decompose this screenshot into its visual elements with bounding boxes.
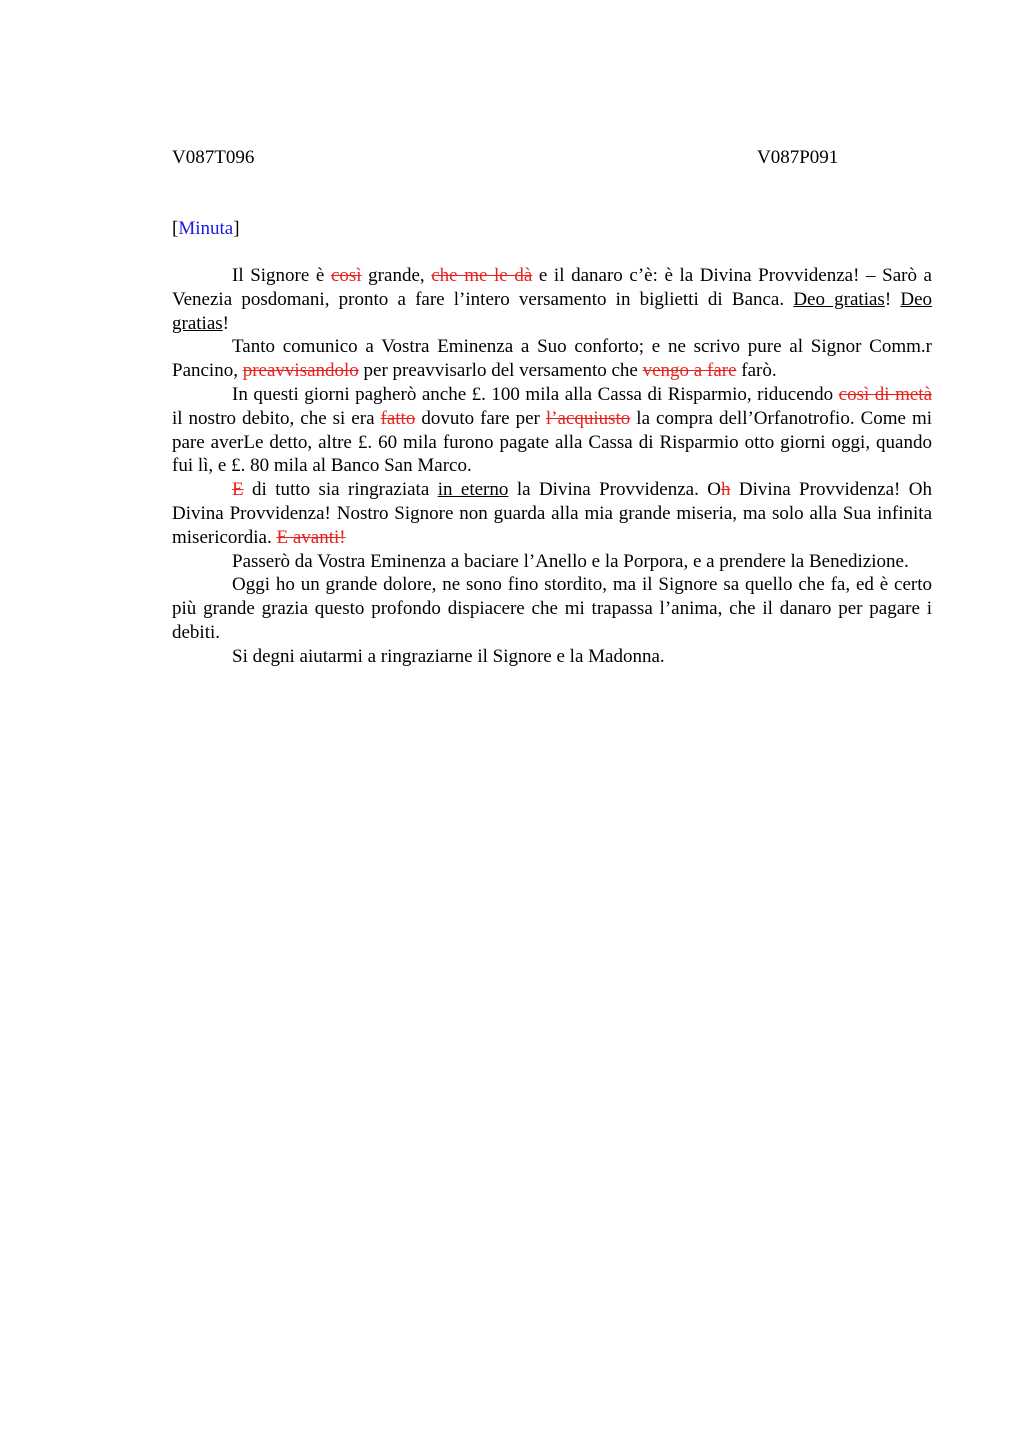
paragraph (172, 550, 932, 574)
text-segment: di tutto sia ringraziata (243, 479, 438, 501)
text-segment: Il Signore è (232, 265, 331, 286)
paragraph (172, 264, 932, 335)
deleted-text: preavvisandolo (242, 360, 359, 382)
text-segment: grande, (361, 265, 432, 286)
text-segment: Divina Provvidenza! Oh Divina Provvidenza! Nostro Signore non guarda alla mia grande miseria, ma solo alla Sua infinita misericordia. (172, 479, 933, 548)
deleted-text: vengo a fare (642, 360, 737, 382)
underlined-text: Deo gratias (172, 288, 932, 334)
text-segment: Si degni aiutarmi a ringraziarne il Signore e la Madonna. (232, 645, 665, 667)
text-segment: ! (884, 288, 901, 310)
document-code-right: V087P091 (757, 147, 839, 168)
letter-body (172, 264, 932, 669)
text-segment: ! (222, 312, 229, 334)
document-type-label (172, 217, 240, 241)
label-open-bracket: [ (172, 218, 179, 239)
text-segment: dovuto fare per (415, 407, 546, 429)
text-segment: Oggi ho un grande dolore, ne sono fino stordito, ma il Signore sa quello che fa, ed è certo più grande grazia questo profondo dispiacere che mi trapassa l’anima, che il danaro per pagare i debiti. (172, 574, 932, 643)
paragraph (172, 335, 932, 383)
paragraph (172, 645, 932, 669)
paragraph (172, 383, 932, 478)
deleted-text: così di metà (838, 383, 933, 405)
deleted-text: E avanti! (276, 526, 346, 548)
document-header (172, 146, 932, 170)
text-segment: e il danaro c’è: è la Divina Provvidenza! – Sarò a Venezia posdomani, pronto a fare l’intero versamento in biglietti di Banca. (172, 265, 932, 310)
text-segment: Tanto comunico a Vostra Eminenza a Suo conforto; e ne scrivo pure al Signor Comm.r Pancino, (172, 336, 932, 382)
paragraph (172, 573, 932, 644)
text-segment: Passerò da Vostra Eminenza a baciare l’Anello e la Porpora, e a prendere la Benedizione. (232, 550, 909, 572)
deleted-text: che me le dà (431, 265, 533, 286)
paragraph (172, 478, 932, 549)
deleted-text: fatto (380, 407, 416, 429)
deleted-text: così (330, 265, 362, 286)
deleted-text: l’acquiusto (545, 407, 631, 429)
text-segment: il nostro debito, che si era (172, 407, 381, 429)
text-segment: la compra dell’Orfanotrofio. Come mi pare averLe detto, altre £. 60 mila furono pagate alla Cassa di Risparmio otto giorni oggi, quando fui lì, e £. 80 mila al Banco San Marco. (172, 407, 933, 477)
document-code-left: V087T096 (172, 147, 255, 168)
label-close-bracket: ] (233, 218, 240, 239)
label-word: Minuta (178, 218, 234, 239)
text-segment: In questi giorni pagherò anche £. 100 mila alla Cassa di Risparmio, riducendo (232, 383, 839, 405)
text-segment: per preavvisarlo del versamento che (358, 360, 643, 382)
text-segment: la Divina Provvidenza. O (508, 479, 721, 501)
text-segment: farò. (736, 360, 777, 382)
deleted-text: E (232, 479, 244, 501)
deleted-text: h (720, 479, 731, 501)
underlined-text: Deo gratias (793, 288, 885, 310)
underlined-text: in eterno (437, 479, 509, 501)
